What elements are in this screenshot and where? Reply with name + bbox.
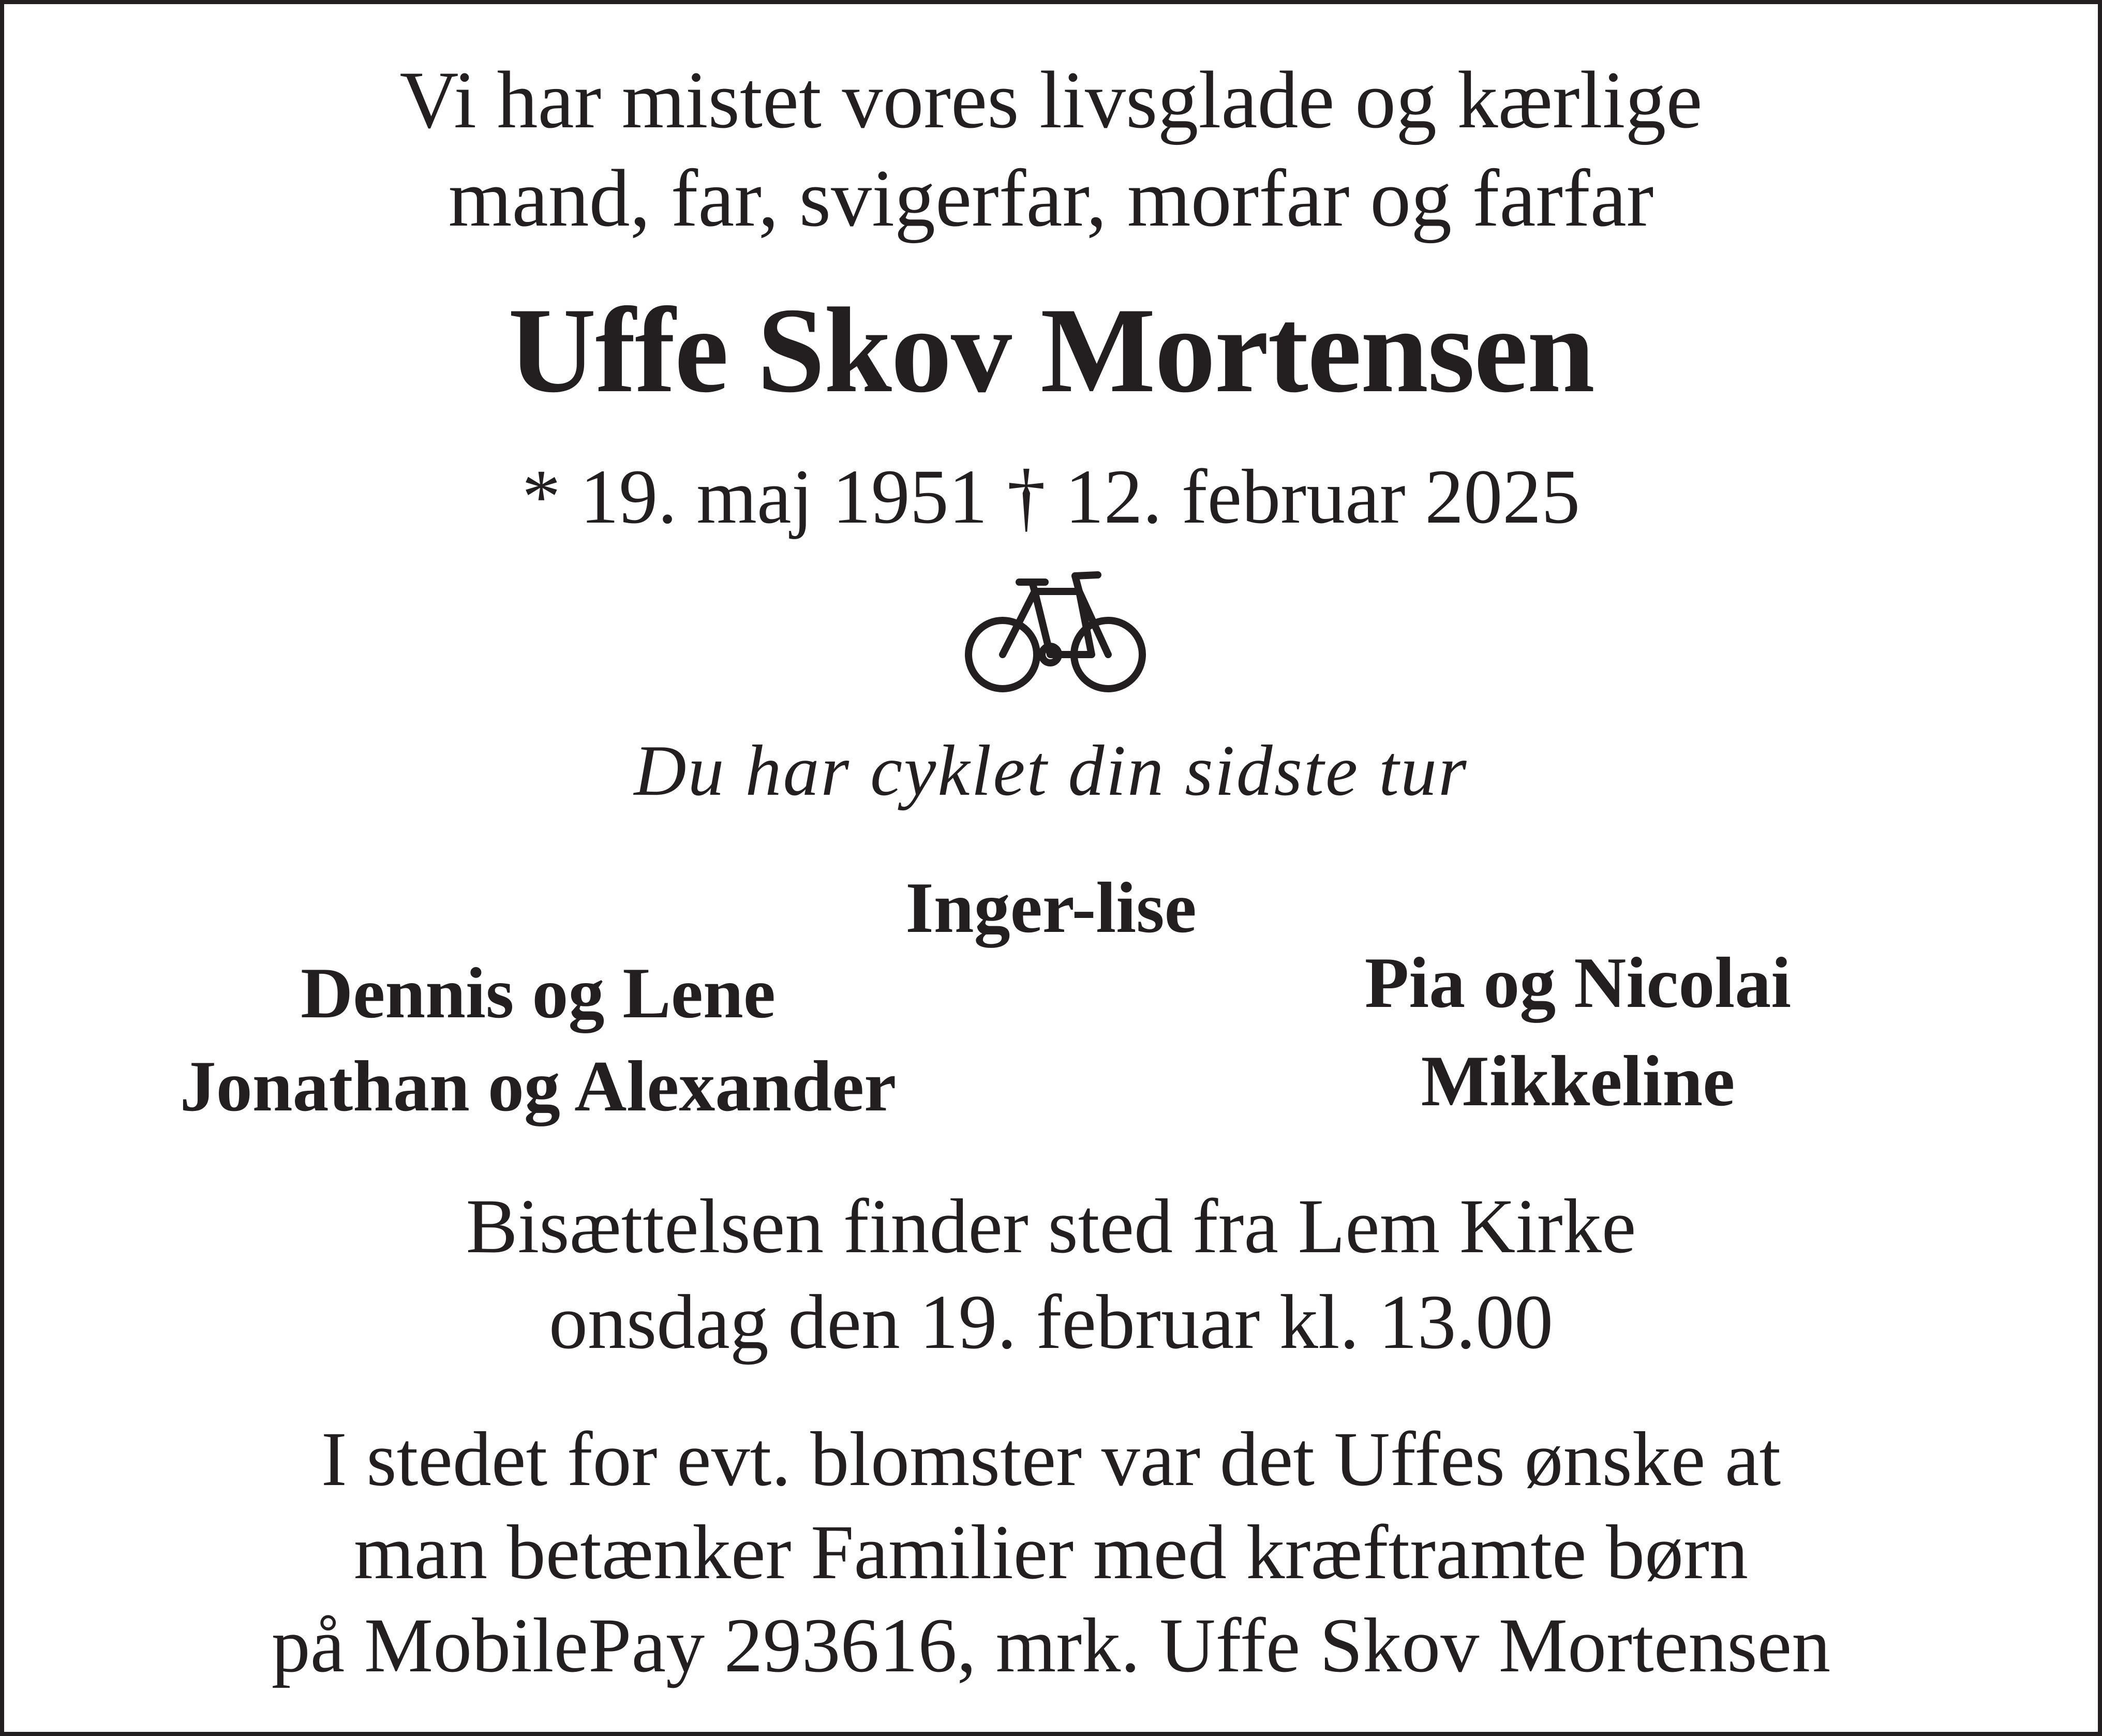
family-left-second <box>180 1046 897 1126</box>
bicycle-icon <box>962 567 1149 696</box>
family-right-line-2: Mikkeline <box>1421 1041 1735 1121</box>
family-left-line-2: Jonathan og Alexander <box>180 1046 897 1126</box>
deceased-name: Uffe Skov Mortensen <box>508 283 1594 418</box>
funeral-line-2: onsdag den 19. februar kl. 13.00 <box>548 1279 1554 1365</box>
donation-line-1: I stedet for evt. blomster var det Uffes ønske at <box>321 1416 1781 1502</box>
family-left-line-1: Dennis og Lene <box>301 953 776 1033</box>
family-right <box>1364 943 1792 1023</box>
donation-line-2: man betænker Familier med kræftramte børn <box>353 1509 1749 1595</box>
intro-line-2: mand, far, svigerfar, morfar og farfar <box>448 153 1654 244</box>
intro-line-1: Vi har mistet vores livsglade og kærlige <box>399 55 1703 145</box>
life-dates: * 19. maj 1951 † 12. februar 2025 <box>521 454 1581 540</box>
funeral-line-1: Bisættelsen finder sted fra Lem Kirke <box>466 1183 1636 1269</box>
donation-line-3: på MobilePay 293616, mrk. Uffe Skov Mortensen <box>271 1603 1831 1688</box>
family-right-line-1: Pia og Nicolai <box>1364 943 1792 1023</box>
motto-line: Du har cyklet din sidste tur <box>634 731 1468 811</box>
family-center: Inger-lise <box>905 868 1197 948</box>
family-right-second <box>1421 1041 1735 1121</box>
family-left <box>301 953 776 1033</box>
